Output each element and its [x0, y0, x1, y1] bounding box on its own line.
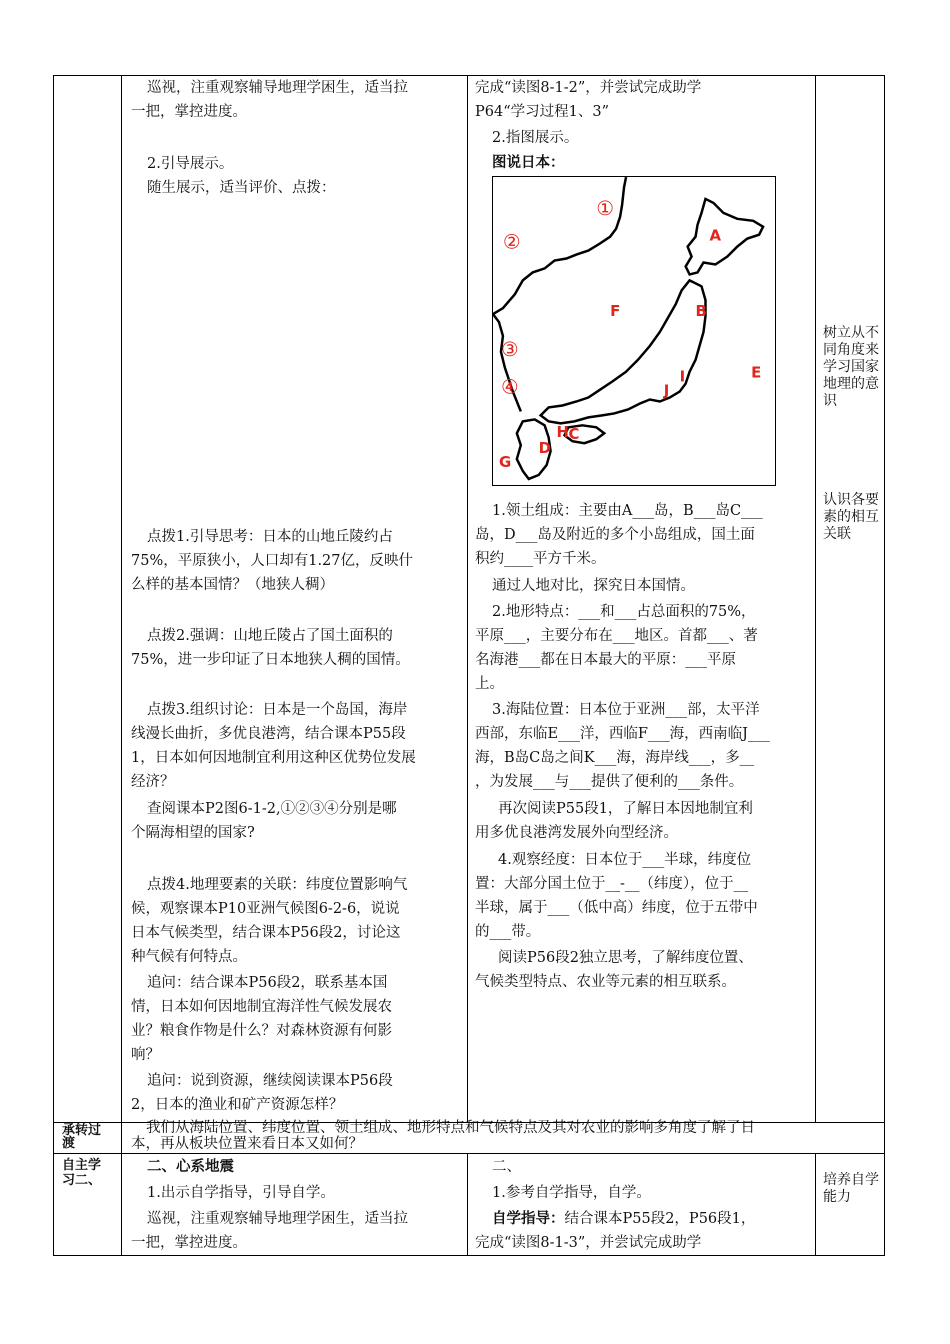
text-line: 点拨2.强调：山地丘陵占了国土面积的 [147, 628, 393, 644]
text-line: 完成“读图8-1-3”，并尝试完成助学 [475, 1235, 702, 1251]
text-line: 1，日本如何因地制宜利用这种区优势位发展 [131, 750, 416, 766]
text-line: 完成“读图8-1-2”，并尝试完成助学 [475, 80, 702, 96]
text-line: 4.观察经度：日本位于___半球，纬度位 [498, 852, 752, 868]
row1-note-2: 认识各要素的相互关联 [823, 492, 879, 542]
text-line: 个隔海相望的国家? [131, 825, 255, 841]
row3-label: 自主学习二、 [62, 1158, 102, 1188]
text-line: P64“学习过程1、3” [475, 104, 609, 120]
text-line: 3.海陆位置：日本位于亚洲___部，太平洋 [492, 702, 760, 718]
text-line: 再次阅读P55段1，了解日本因地制宜利 [498, 801, 753, 817]
row1-note-1: 树立从不同角度来学习国家地理的意识 [823, 325, 879, 409]
map-letter-label: F [610, 302, 621, 321]
text-line: 积约____平方千米。 [475, 551, 606, 567]
text-line: 的___带。 [475, 924, 541, 940]
map-letter-label: D [538, 439, 552, 458]
text-line: 么样的基本国情？（地狭人稠） [131, 577, 334, 593]
japan-map [492, 176, 776, 486]
text-line: 海，B岛C岛之间K___海，海岸线___，多__ [475, 750, 755, 766]
text-line: 75%，进一步印证了日本地狭人稠的国情。 [131, 652, 410, 668]
map-letter-label: C [568, 425, 580, 444]
text-line: 岛，D___岛及附近的多个小岛组成，国土面 [475, 527, 755, 543]
map-letter-label: J [663, 381, 670, 400]
text-line: 半球，属于___（低中高）纬度，位于五带中 [475, 900, 758, 916]
text-line: 经济？ [131, 774, 175, 790]
text-line: 巡视，注重观察辅导地理学困生，适当拉 [147, 1211, 408, 1227]
map-letter-label: A [709, 226, 721, 245]
map-letter-label: H [556, 423, 570, 442]
map-letter-label: E [751, 363, 762, 382]
text-line: 阅读P56段2独立思考，了解纬度位置、 [498, 950, 753, 966]
guide-text: 结合课本P55段2，P56段1， [564, 1211, 756, 1227]
text-line: 候，观察课本P10亚洲气候图6-2-6，说说 [131, 901, 400, 917]
text-line: 查阅课本P2图6-1-2,①②③④分别是哪 [147, 801, 397, 817]
text-line: 用多优良港湾发展外向型经济。 [475, 825, 678, 841]
text-line: 置：大部分国土位于__-__（纬度），位于__ [475, 876, 749, 892]
text-line: 随生展示，适当评价、点拨： [147, 180, 336, 196]
text-line: 巡视，注重观察辅导地理学困生，适当拉 [147, 80, 408, 96]
row2-text-line: 我们从海陆位置、纬度位置、领土组成、地形特点和气候特点及其对农业的影响多角度了解了日 [146, 1120, 755, 1136]
text-line: 业？粮食作物是什么？对森林资源有何影 [131, 1023, 392, 1039]
island-a-outline [686, 199, 763, 274]
text-line: 1.参考自学指导，自学。 [492, 1185, 651, 1201]
text-line: 响？ [131, 1047, 160, 1063]
guide-label: 自学指导： [492, 1211, 565, 1227]
row1-note-cell [815, 75, 885, 1123]
text-line: 点拨3.组织讨论：日本是一个岛国，海岸 [147, 702, 408, 718]
text-line: 2，日本的渔业和矿产资源怎样？ [131, 1097, 344, 1113]
text-line: 二、 [492, 1159, 521, 1175]
text-line: 追问：说到资源，继续阅读课本P56段 [147, 1073, 393, 1089]
text-line: 气候类型特点、农业等元素的相互联系。 [475, 974, 736, 990]
text-line: 2.引导展示。 [147, 156, 234, 172]
text-line: 2.指图展示。 [492, 130, 579, 146]
row2-text-line: 本，再从板块位置来看日本又如何？ [131, 1136, 363, 1152]
text-line: ，为发展___与___提供了便利的___条件。 [475, 774, 744, 790]
map-circle-label: ③ [500, 337, 519, 361]
text-line: 名海港___都在日本最大的平原：___平原 [475, 652, 736, 668]
section-heading: 二、心系地震 [147, 1159, 234, 1175]
text-line: 点拨1.引导思考：日本的山地丘陵约占 [147, 529, 393, 545]
map-title: 图说日本： [492, 155, 565, 171]
text-line: 日本气候类型，结合课本P56段2，讨论这 [131, 925, 401, 941]
text-line: 75%，平原狭小，人口却有1.27亿，反映什 [131, 553, 414, 569]
guide-line [492, 1207, 755, 1231]
map-circle-label: ① [596, 196, 615, 220]
map-letter-label: G [498, 453, 512, 472]
row1-label-cell [53, 75, 122, 1123]
island-b-outline [541, 280, 706, 423]
text-line: 1.出示自学指导，引导自学。 [147, 1185, 335, 1201]
text-line: 平原___，主要分布在___地区。首都___、著 [475, 628, 758, 644]
text-line: 通过人地对比，探究日本国情。 [492, 578, 695, 594]
text-line: 种气候有何特点。 [131, 949, 247, 965]
text-line: 一把，掌控进度。 [131, 104, 247, 120]
text-line: 2.地形特点：___和___占总面积的75%， [492, 604, 756, 620]
text-line: 线漫长曲折，多优良港湾，结合课本P55段 [131, 726, 406, 742]
map-letter-label: I [679, 367, 686, 386]
text-line: 1.领土组成：主要由A___岛，B___岛C___ [492, 503, 763, 519]
text-line: 情，日本如何因地制宜海洋性气候发展农 [131, 999, 392, 1015]
map-letter-label: B [695, 302, 707, 321]
row2-label: 承转过渡 [62, 1123, 102, 1151]
japan-map-svg [493, 177, 775, 485]
row3-note: 培养自学能力 [823, 1172, 879, 1205]
map-circle-label: ④ [500, 375, 519, 399]
text-line: 追问：结合课本P56段2，联系基本国 [147, 975, 388, 991]
text-line: 上。 [475, 676, 504, 692]
map-circle-label: ② [502, 230, 521, 254]
text-line: 点拨4.地理要素的关联：纬度位置影响气 [147, 877, 408, 893]
text-line: 西部，东临E___洋，西临F___海，西南临J___ [475, 726, 770, 742]
text-line: 一把，掌控进度。 [131, 1235, 247, 1251]
